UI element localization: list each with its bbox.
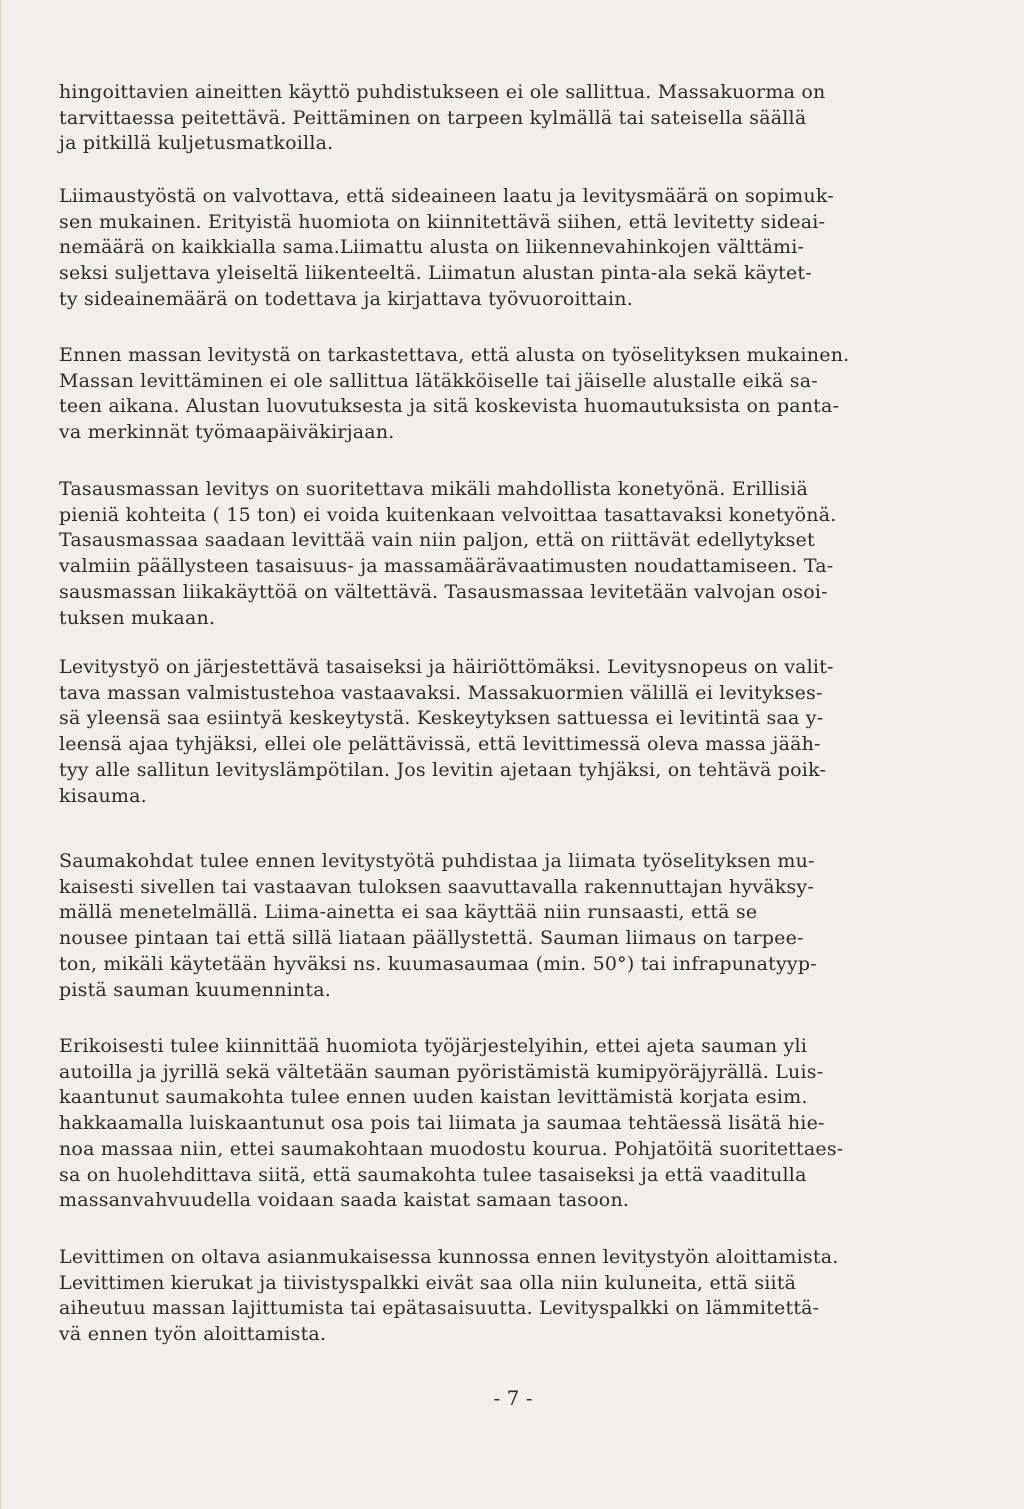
paragraph-line: aiheutuu massan lajittumista tai epätasaisuutta. Levityspalkki on lämmitettä-: [59, 1297, 820, 1320]
paragraph-line: tuksen mukaan.: [59, 606, 216, 629]
paragraph-line: massanvahvuudella voidaan saada kaistat samaan tasoon.: [59, 1189, 630, 1212]
paragraph-line: va merkinnät työmaapäiväkirjaan.: [59, 421, 395, 444]
paragraph-line: kaisesti sivellen tai vastaavan tuloksen saavuttavalla rakennuttajan hyväksy-: [59, 875, 814, 898]
paragraph-line: Erikoisesti tulee kiinnittää huomiota työjärjestelyihin, ettei ajeta sauman yli: [59, 1035, 808, 1057]
paragraph-line: sausmassan liikakäyttöä on vältettävä. Tasausmassaa levitetään valvojan osoi-: [59, 580, 828, 603]
paragraph-line: Saumakohdat tulee ennen levitystyötä puhdistaa ja liimata työselityksen mu-: [59, 850, 815, 872]
paragraph-line: nousee pintaan tai että sillä liataan päällystettä. Sauman liimaus on tarpee-: [59, 927, 804, 950]
paragraph-line: mällä menetelmällä. Liima-ainetta ei saa käyttää niin runsaasti, että se: [59, 901, 758, 924]
paragraph-line: leensä ajaa tyhjäksi, ellei ole pelättävissä, että levittimessä oleva massa jääh-: [59, 733, 821, 756]
paragraph-line: Tasausmassan levitys on suoritettava mikäli mahdollista konetyönä. Erillisiä: [59, 478, 809, 500]
paragraph-line: hingoittavien aineitten käyttö puhdistukseen ei ole sallittua. Massakuorma on: [59, 81, 826, 103]
paragraph-line: Tasausmassaa saadaan levittää vain niin paljon, että on riittävät edellytykset: [59, 529, 815, 552]
paragraph-4: [59, 477, 919, 631]
paragraph-2: [59, 184, 919, 313]
page-number: - 7 -: [493, 1386, 533, 1410]
paragraph-3: [59, 343, 919, 446]
paragraph-line: vä ennen työn aloittamista.: [59, 1323, 327, 1346]
paragraph-7: [59, 1034, 919, 1214]
paragraph-line: kaantunut saumakohta tulee ennen uuden kaistan levittämistä korjata esim.: [59, 1086, 808, 1109]
paragraph-8: [59, 1245, 919, 1348]
paragraph-line: noa massaa niin, ettei saumakohtaan muodostu kourua. Pohjatöitä suoritettaes-: [59, 1137, 844, 1160]
paragraph-line: Liimaustyöstä on valvottava, että sideaineen laatu ja levitysmäärä on sopimuk-: [59, 185, 834, 207]
paragraph-line: ty sideainemäärä on todettava ja kirjattava työvuoroittain.: [59, 287, 633, 310]
paragraph-line: Levittimen on oltava asianmukaisessa kunnossa ennen levitystyön aloittamista.: [59, 1246, 839, 1268]
paragraph-line: nemäärä on kaikkialla sama.Liimattu alusta on liikennevahinkojen välttämi-: [59, 236, 805, 259]
paragraph-line: tyy alle sallitun levityslämpötilan. Jos levitin ajetaan tyhjäksi, on tehtävä poik-: [59, 758, 827, 781]
paragraph-1: [59, 80, 919, 157]
paragraph-line: Levittimen kierukat ja tiivistyspalkki eivät saa olla niin kuluneita, että siitä: [59, 1271, 797, 1294]
paragraph-line: pieniä kohteita ( 15 ton) ei voida kuitenkaan velvoittaa tasattavaksi konetyönä.: [59, 503, 837, 526]
paragraph-6: [59, 849, 919, 1003]
paragraph-line: sä yleensä saa esiintyä keskeytystä. Keskeytyksen sattuessa ei levitintä saa y-: [59, 707, 824, 730]
paragraph-line: pistä sauman kuumenninta.: [59, 978, 331, 1001]
paragraph-line: kisauma.: [59, 784, 147, 807]
paragraph-line: Massan levittäminen ei ole sallittua lätäkköiselle tai jäiselle alustalle eikä sa-: [59, 369, 818, 392]
paragraph-line: sen mukainen. Erityistä huomiota on kiinnitettävä siihen, että levitetty sideai-: [59, 210, 826, 233]
paragraph-line: valmiin päällysteen tasaisuus- ja massamäärävaatimusten noudattamiseen. Ta-: [59, 555, 834, 578]
paragraph-line: autoilla ja jyrillä sekä vältetään sauman pyöristämistä kumipyöräjyrällä. Luis-: [59, 1060, 824, 1083]
paragraph-line: ton, mikäli käytetään hyväksi ns. kuumasaumaa (min. 50°) tai infrapunatyyp-: [59, 952, 817, 975]
paragraph-line: Levitystyö on järjestettävä tasaiseksi ja häiriöttömäksi. Levitysnopeus on valit-: [59, 656, 834, 678]
paragraph-5: [59, 655, 919, 809]
paragraph-line: tava massan valmistustehoa vastaavaksi. Massakuormien välillä ei levitykses-: [59, 681, 823, 704]
paragraph-line: seksi suljettava yleiseltä liikenteeltä. Liimatun alustan pinta-ala sekä käytet-: [59, 262, 812, 285]
paragraph-line: ja pitkillä kuljetusmatkoilla.: [59, 132, 334, 155]
paragraph-line: sa on huolehdittava siitä, että saumakohta tulee tasaiseksi ja että vaaditulla: [59, 1163, 807, 1186]
paragraph-line: hakkaamalla luiskaantunut osa pois tai liimata ja saumaa tehtäessä lisätä hie-: [59, 1112, 825, 1135]
paragraph-line: teen aikana. Alustan luovutuksesta ja sitä koskevista huomautuksista on panta-: [59, 395, 840, 418]
paragraph-line: Ennen massan levitystä on tarkastettava, että alusta on työselityksen mukainen.: [59, 344, 850, 366]
paragraph-line: tarvittaessa peitettävä. Peittäminen on tarpeen kylmällä tai sateisella säällä: [59, 106, 807, 129]
